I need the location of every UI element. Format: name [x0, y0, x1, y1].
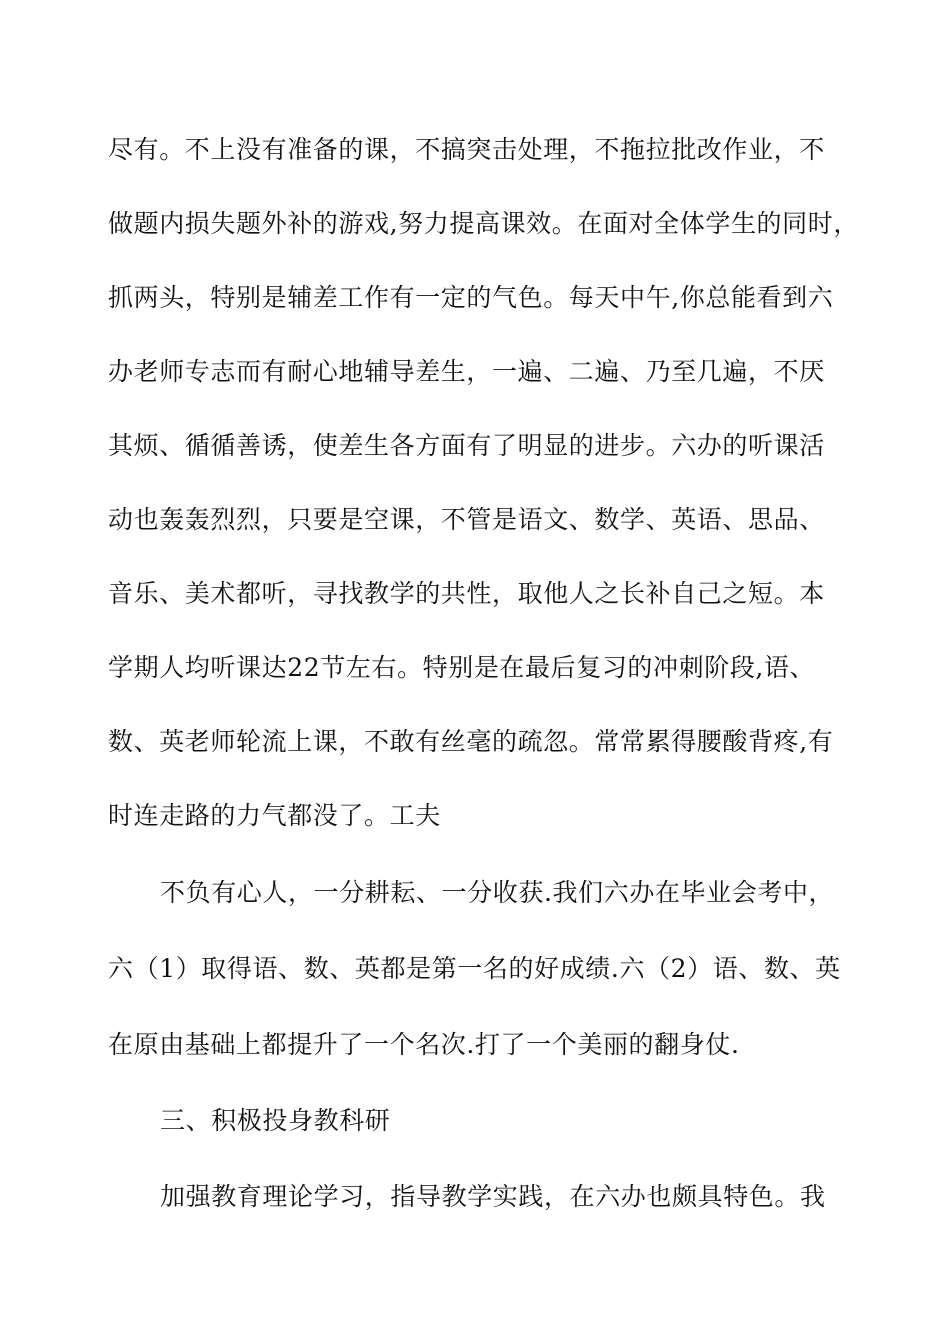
- text-line: 抓两头，特别是辅差工作有一定的气色。每天中午,你总能看到六: [108, 283, 834, 312]
- paragraph-first-line: 加强教育理论学习，指导教学实践，在六办也颇具特色。我: [160, 1182, 826, 1211]
- text-line: 其烦、循循善诱，使差生各方面有了明显的进步。六办的听课活: [108, 431, 825, 460]
- paragraph-first-line: 不负有心人，一分耕耘、一分收获.我们六办在毕业会考中，: [160, 878, 835, 907]
- text-line: 音乐、美术都听，寻找教学的共性，取他人之长补自己之短。本: [108, 579, 825, 608]
- text-line: 时连走路的力气都没了。工夫: [108, 801, 441, 830]
- section-heading: 三、积极投身教科研: [160, 1106, 391, 1135]
- text-line: 办老师专志而有耐心地辅导差生，一遍、二遍、乃至几遍，不厌: [108, 357, 825, 386]
- text-line: 动也轰轰烈烈，只要是空课，不管是语文、数学、英语、思品、: [108, 505, 825, 534]
- text-line: 学期人均听课达22节左右。特别是在最后复习的冲刺阶段,语、: [108, 653, 816, 682]
- text-line: 做题内损失题外补的游戏,努力提高课效。在面对全体学生的同时，: [108, 209, 859, 238]
- text-line: 在原由基础上都提升了一个名次.打了一个美丽的翻身仗.: [108, 1030, 740, 1059]
- text-line: 六（1）取得语、数、英都是第一名的好成绩.六（2）语、数、英: [108, 954, 841, 983]
- text-line: 尽有。不上没有准备的课，不搞突击处理，不拖拉批改作业，不: [108, 135, 825, 164]
- text-line: 数、英老师轮流上课，不敢有丝毫的疏忽。常常累得腰酸背疼,有: [108, 727, 834, 756]
